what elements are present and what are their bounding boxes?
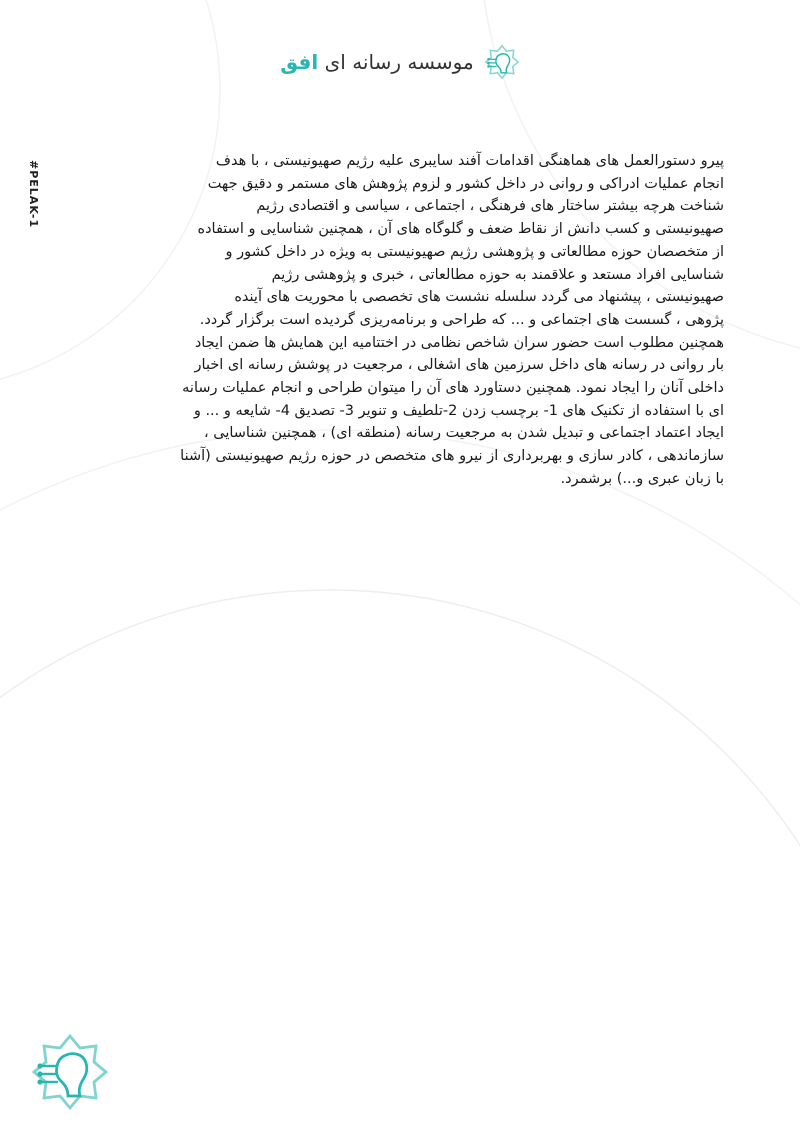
side-tag [26, 160, 40, 270]
title-accent: افق [280, 50, 319, 74]
head-circuit-icon [484, 44, 520, 80]
body-line: شناسایی افراد مستعد و علاقمند به حوزه مطالعاتی ، خبری و پژوهشی رژیم [271, 266, 724, 283]
body-line: ای با استفاده از تکنیک های 1- برچسب زدن 2-تلطیف و تنویر 3- تصدیق 4- شایعه و ... و [193, 402, 724, 419]
title-prefix: موسسه رسانه ای [324, 50, 474, 74]
body-line: از متخصصان حوزه مطالعاتی و پژوهشی رژیم صهیونیستی به ویژه در داخل کشور و [225, 243, 724, 260]
body-line: ایجاد اعتماد اجتماعی و تبدیل شدن به مرجعیت رسانه (منطقه ای) ، همچنین شناسایی ، [203, 425, 724, 442]
body-line: با زبان عبری و...) برشمرد. [560, 470, 724, 487]
body-line: همچنین مطلوب است حضور سران شاخص نظامی در اختتامیه این همایش ها ضمن ایجاد [194, 334, 724, 351]
body-line: صهیونیستی ، پیشنهاد می گردد سلسله نشست های تخصصی با محوریت های آینده [234, 289, 724, 306]
body-line: صهیونیستی و کسب دانش از نقاط ضعف و گلوگاه های آن ، همچنین شناسایی و استفاده [197, 221, 724, 238]
body-line: پیرو دستورالعمل های هماهنگی اقدامات آفند سایبری علیه رژیم صهیونیستی ، با هدف [215, 153, 724, 169]
body-line: بار روانی در رسانه های داخل سرزمین های اشغالی ، مرجعیت در پوشش رسانه ای اخبار [194, 357, 724, 374]
body-paragraph [68, 150, 724, 491]
body-line: داخلی آنان را ایجاد نمود. همچنین دستاورد های آن را میتوان طراحی و انجام عملیات رسانه [182, 380, 724, 397]
body-line: انجام عملیات ادراکی و روانی در داخل کشور و لزوم پژوهش های مستمر و دقیق جهت [207, 175, 724, 192]
side-tag-text: #PELAK-1 [27, 160, 40, 229]
body-line: سازماندهی ، کادر سازی و بهربرداری از نیرو های متخصص در حوزه رژیم صهیونیستی (آشنا [180, 448, 724, 465]
page-header [0, 40, 800, 84]
body-line: شناخت هرچه بیشتر ساختار های فرهنگی ، اجتماعی ، سیاسی و اقتصادی رژیم [256, 198, 724, 215]
body-line: پژوهی ، گسست های اجتماعی و ... که طراحی و برنامه‌ریزی گردیده است برگزار گردد. [199, 311, 724, 328]
page-title [280, 50, 473, 74]
head-circuit-icon [30, 1032, 110, 1112]
